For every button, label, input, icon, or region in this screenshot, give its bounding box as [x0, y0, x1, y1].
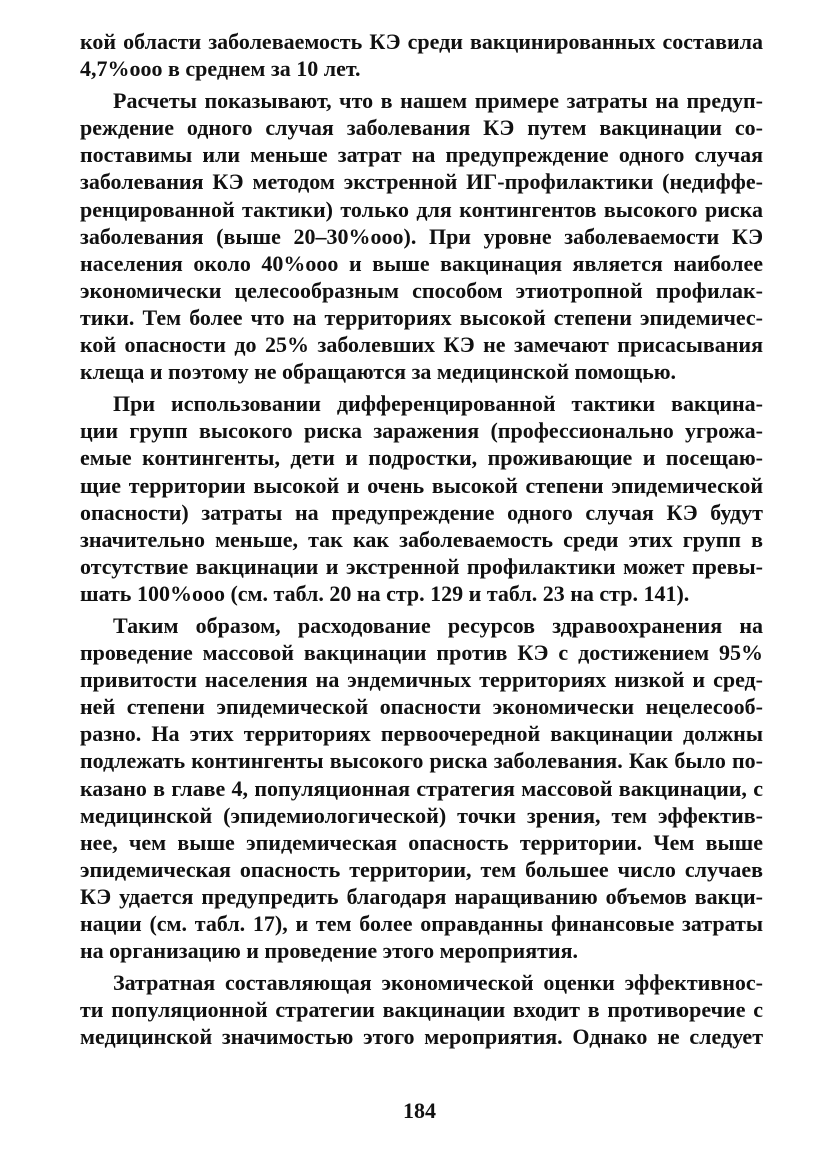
text-line: экономически целесообразным способом этиотропной профилак- — [80, 277, 763, 303]
text-line: нее, чем выше эпидемическая опасность территории. Чем выше — [80, 829, 763, 855]
text-line: ренцированной тактики) только для контингентов высокого риска — [80, 196, 763, 222]
text-line: нации (см. табл. 17), и тем более оправданны финансовые затраты — [80, 911, 763, 936]
text-line: поставимы или меньше затрат на предупреждение одного случая — [80, 142, 763, 168]
text-line: При использовании дифференцированной тактики вакцина- — [113, 391, 763, 417]
text-line: емые контингенты, дети и подростки, проживающие и посещаю- — [80, 445, 763, 471]
text-line: тики. Тем более что на территориях высокой степени эпидемичес- — [80, 304, 763, 330]
text-line: Таким образом, расходование ресурсов здравоохранения на — [113, 612, 763, 638]
text-line: значительно меньше, так как заболеваемость среди этих групп в — [80, 526, 763, 552]
text-line: ней степени эпидемической опасности экономически нецелесооб- — [80, 694, 763, 720]
text-line: КЭ удается предупредить благодаря наращиванию объемов вакци- — [80, 883, 763, 909]
text-line: ти популяционной стратегии вакцинации входит в противоречие с — [80, 997, 763, 1023]
text-line: привитости населения на эндемичных территориях низкой и сред- — [80, 667, 763, 693]
text-line: заболевания КЭ методом экстренной ИГ-профилактики (недиффе- — [80, 169, 763, 195]
paragraph-5 — [80, 969, 763, 1050]
text-line: отсутствие вакцинации и экстренной профилактики может превы- — [80, 553, 763, 579]
text-line: реждение одного случая заболевания КЭ путем вакцинации со- — [80, 115, 763, 141]
text-line: подлежать контингенты высокого риска заболевания. Как было по- — [80, 748, 763, 774]
text-line: Затратная составляющая экономической оценки эффективнос- — [113, 970, 763, 996]
paragraph-4 — [80, 612, 763, 964]
text-line: шать 100%ооо (см. табл. 20 на стр. 129 и табл. 23 на стр. 141). — [80, 580, 690, 606]
text-line: Расчеты показывают, что в нашем примере затраты на предуп- — [113, 88, 763, 114]
page-number: 184 — [403, 1098, 436, 1123]
text-line: 4,7%ооо в среднем за 10 лет. — [80, 56, 361, 82]
paragraph-1 — [80, 28, 763, 82]
text-line: казано в главе 4, популяционная стратегия массовой вакцинации, с — [80, 775, 763, 801]
text-line: клеща и поэтому не обращаются за медицинской помощью. — [80, 359, 677, 385]
text-line: кой области заболеваемость КЭ среди вакцинированных составила — [80, 29, 763, 54]
text-line: на организацию и проведение этого мероприятия. — [80, 938, 578, 964]
text-line: кой опасности до 25% заболевших КЭ не замечают присасывания — [80, 332, 763, 358]
page-body — [80, 28, 763, 1050]
text-line: щие территории высокой и очень высокой степени эпидемической — [80, 472, 763, 498]
text-line: проведение массовой вакцинации против КЭ с достижением 95% — [80, 640, 763, 666]
paragraph-3 — [80, 390, 763, 607]
paragraph-2 — [80, 87, 763, 385]
text-line: медицинской (эпидемиологической) точки зрения, тем эффектив- — [80, 802, 763, 828]
text-line: ции групп высокого риска заражения (профессионально угрожа- — [80, 418, 763, 444]
text-line: опасности) затраты на предупреждение одного случая КЭ будут — [80, 499, 763, 525]
text-line: населения около 40%ооо и выше вакцинация является наиболее — [80, 250, 763, 276]
text-line: эпидемическая опасность территории, тем большее число случаев — [80, 856, 763, 882]
text-line: медицинской значимостью этого мероприятия. Однако не следует — [80, 1024, 763, 1050]
text-line: разно. На этих территориях первоочередной вакцинации должны — [80, 721, 763, 747]
text-line: заболевания (выше 20–30%ооо). При уровне заболеваемости КЭ — [80, 223, 763, 249]
